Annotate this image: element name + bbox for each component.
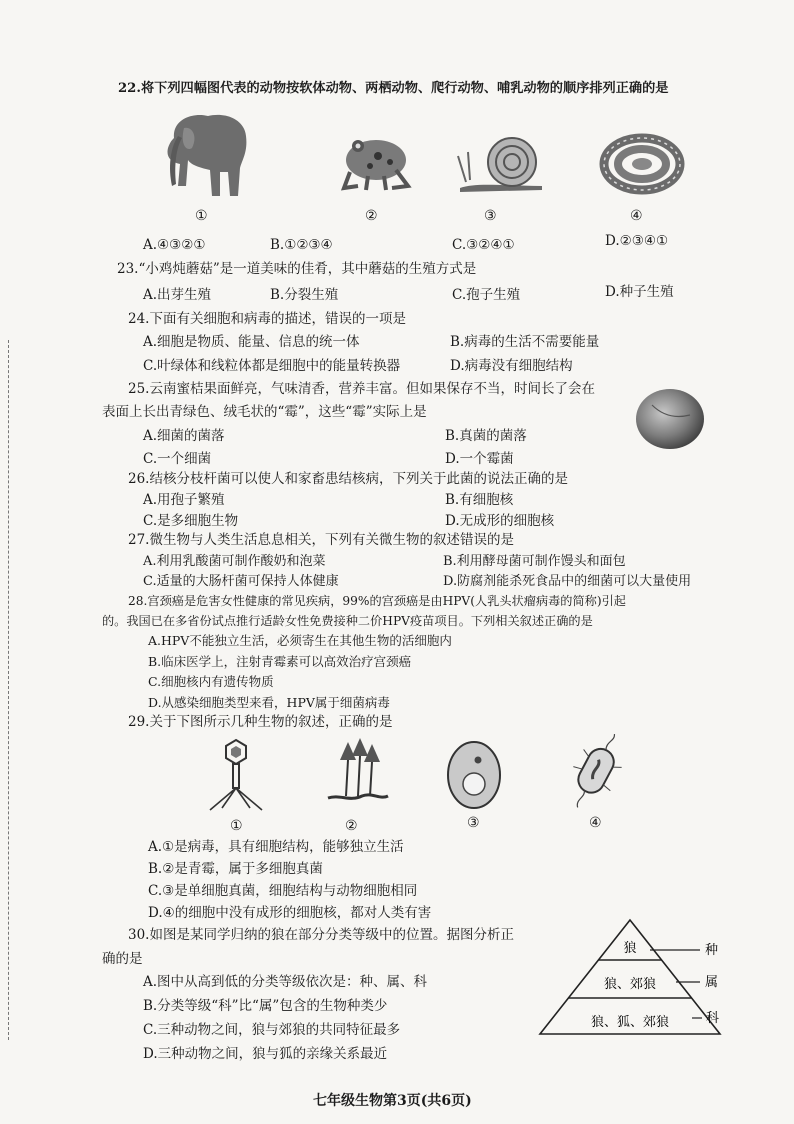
q28-stem-line-1: 28.宫颈癌是危害女性健康的常见疾病，99%的宫颈癌是由HPV(人乳头状瘤病毒的简称)引起 xyxy=(128,594,626,608)
q27-option-b: B.利用酵母菌可制作馒头和面包 xyxy=(443,554,626,569)
q27-option-c: C.适量的大肠杆菌可保持人体健康 xyxy=(143,574,339,589)
q27-option-a: A.利用乳酸菌可制作酸奶和泡菜 xyxy=(143,554,326,569)
binding-line xyxy=(8,340,9,1040)
pyramid-level-genus: 狼、郊狼 xyxy=(603,977,657,992)
snail-image xyxy=(456,132,548,194)
q30-option-d: D.三种动物之间，狼与狐的亲缘关系最近 xyxy=(143,1046,388,1062)
q24-option-c: C.叶绿体和线粒体都是细胞中的能量转换器 xyxy=(143,358,401,374)
q23-option-c: C.孢子生殖 xyxy=(452,287,521,303)
q26-stem: 26.结核分枝杆菌可以使人和家畜患结核病，下列关于此菌的说法正确的是 xyxy=(128,471,568,487)
q30-option-a: A.图中从高到低的分类等级依次是：种、属、科 xyxy=(143,974,428,990)
q28-stem-line-2: 的。我国已在多省份试点推行适龄女性免费接种二价HPV疫苗项目。下列相关叙述正确的是 xyxy=(102,614,593,628)
q25-stem-line-2: 表面上长出青绿色、绒毛状的“霉”，这些“霉”实际上是 xyxy=(102,404,427,420)
q30-option-c: C.三种动物之间，狼与郊狼的共同特征最多 xyxy=(143,1022,401,1038)
q24-option-b: B.病毒的生活不需要能量 xyxy=(450,334,600,350)
orange-image xyxy=(634,385,706,451)
q22-option-a: A.④③②① xyxy=(143,237,206,253)
q25-option-b: B.真菌的菌落 xyxy=(445,428,527,444)
q22-option-d: D.②③④① xyxy=(605,233,669,249)
q23-option-d: D.种子生殖 xyxy=(605,284,674,300)
q25-option-d: D.一个霉菌 xyxy=(445,451,514,467)
q29-option-b: B.②是青霉，属于多细胞真菌 xyxy=(148,861,323,877)
q26-option-b: B.有细胞核 xyxy=(445,492,514,508)
q27-option-d: D.防腐剂能杀死食品中的细菌可以大量使用 xyxy=(443,574,692,589)
q29-option-a: A.①是病毒，具有细胞结构，能够独立生活 xyxy=(148,839,404,855)
q28-option-b: B.临床医学上，注射青霉素可以高效治疗宫颈癌 xyxy=(148,654,412,669)
q25-option-c: C.一个细菌 xyxy=(143,451,212,467)
q29-fig-label-4: ④ xyxy=(589,815,602,831)
rank-label-species: 种 xyxy=(705,943,719,958)
bacterium-image xyxy=(568,736,624,810)
q24-stem: 24.下面有关细胞和病毒的描述，错误的一项是 xyxy=(128,311,406,327)
rank-label-family: 科 xyxy=(706,1011,720,1026)
yeast-cell-image xyxy=(444,738,504,812)
taxonomy-pyramid xyxy=(530,918,730,1040)
q29-stem: 29.关于下图所示几种生物的叙述，正确的是 xyxy=(128,714,393,730)
q22-stem: 22.将下列四幅图代表的动物按软体动物、两栖动物、爬行动物、哺乳动物的顺序排列正确的是 xyxy=(118,81,669,96)
bacteriophage-image xyxy=(200,736,272,814)
q29-fig-label-1: ① xyxy=(230,818,243,834)
q23-option-b: B.分裂生殖 xyxy=(270,287,339,303)
q25-stem-line-1: 25.云南蜜桔果面鲜亮，气味清香，营养丰富。但如果保存不当，时间长了会在 xyxy=(128,381,595,397)
pyramid-level-family: 狼、狐、郊狼 xyxy=(590,1015,670,1030)
q22-fig-label-3: ③ xyxy=(484,208,497,224)
q30-option-b: B.分类等级“科”比“属”包含的生物种类少 xyxy=(143,998,388,1014)
q27-stem: 27.微生物与人类生活息息相关，下列有关微生物的叙述错误的是 xyxy=(128,532,514,548)
q26-option-a: A.用孢子繁殖 xyxy=(143,492,225,508)
q28-option-c: C.细胞核内有遗传物质 xyxy=(148,674,274,689)
q23-stem: 23.“小鸡炖蘑菇”是一道美味的佳肴，其中蘑菇的生殖方式是 xyxy=(117,261,477,277)
q26-option-c: C.是多细胞生物 xyxy=(143,513,239,529)
q28-option-d: D.从感染细胞类型来看，HPV属于细菌病毒 xyxy=(148,695,390,710)
rank-label-genus: 属 xyxy=(705,975,719,990)
q29-option-d: D.④的细胞中没有成形的细胞核，都对人类有害 xyxy=(148,905,432,921)
q30-stem-line-2: 确的是 xyxy=(102,951,143,967)
q30-stem-line-1: 30.如图是某同学归纳的狼在部分分类等级中的位置。据图分析正 xyxy=(128,927,514,943)
q24-option-d: D.病毒没有细胞结构 xyxy=(450,358,573,374)
elephant-image xyxy=(162,108,252,200)
q22-fig-label-2: ② xyxy=(365,208,378,224)
q23-option-a: A.出芽生殖 xyxy=(143,287,212,303)
q24-option-a: A.细胞是物质、能量、信息的统一体 xyxy=(143,334,360,350)
q25-option-a: A.细菌的菌落 xyxy=(143,428,225,444)
q29-option-c: C.③是单细胞真菌，细胞结构与动物细胞相同 xyxy=(148,883,418,899)
penicillium-image xyxy=(326,736,388,806)
q29-fig-label-2: ② xyxy=(345,818,358,834)
q28-option-a: A.HPV不能独立生活，必须寄生在其他生物的活细胞内 xyxy=(148,633,452,648)
page-footer: 七年级生物第3页(共6页) xyxy=(313,1093,472,1109)
q22-fig-label-1: ① xyxy=(195,208,208,224)
q22-option-c: C.③②④① xyxy=(452,237,515,253)
q22-fig-label-4: ④ xyxy=(630,208,643,224)
pyramid-level-species: 狼 xyxy=(623,941,637,956)
snake-image xyxy=(600,130,684,196)
frog-image xyxy=(338,130,413,195)
q29-fig-label-3: ③ xyxy=(467,815,480,831)
q26-option-d: D.无成形的细胞核 xyxy=(445,513,555,529)
q22-option-b: B.①②③④ xyxy=(270,237,333,253)
